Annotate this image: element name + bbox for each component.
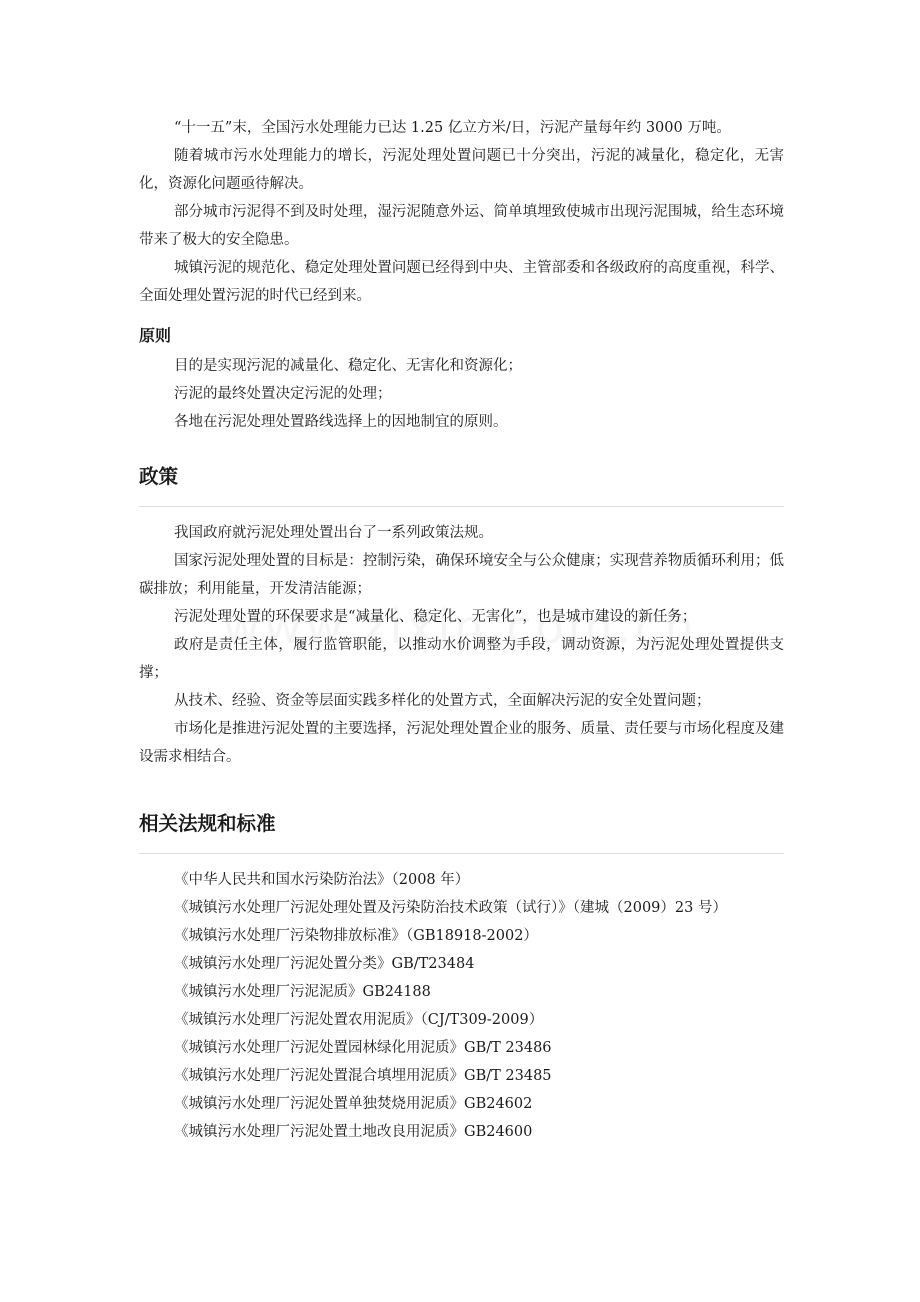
law-item: 《中华人民共和国水污染防治法》（2008 年） (174, 872, 470, 888)
policy-paragraph: 政府是责任主体，履行监管职能，以推动水价调整为手段，调动资源，为污泥处理处置提供支撑； (139, 637, 784, 681)
intro-section (139, 114, 784, 310)
law-item: 《城镇污水处理厂污染物排放标准》（GB18918-2002） (174, 928, 538, 944)
law-item: 《城镇污水处理厂污泥处置土地改良用泥质》GB24600 (174, 1124, 533, 1140)
principles-heading: 原则 (139, 326, 172, 345)
policy-paragraph: 从技术、经验、资金等层面实践多样化的处置方式，全面解决污泥的安全处置问题； (174, 693, 711, 709)
policy-paragraph: 市场化是推进污泥处置的主要选择，污泥处理处置企业的服务、质量、责任要与市场化程度及建设需求相结合。 (139, 721, 784, 765)
principle-item: 污泥的最终处置决定污泥的处理； (174, 386, 392, 402)
intro-paragraph: 部分城市污泥得不到及时处理，湿污泥随意外运、简单填埋致使城市出现污泥围城，给生态环境带来了极大的安全隐患。 (139, 204, 784, 248)
law-item: 《城镇污水处理厂污泥处理处置及污染防治技术政策（试行）》（建城（2009）23 号） (174, 900, 727, 916)
policy-paragraph: 污泥处理处置的环保要求是“减量化、稳定化、无害化”，也是城市建设的新任务； (174, 609, 697, 625)
policy-heading: 政策 (139, 465, 179, 488)
section-divider (139, 853, 784, 854)
intro-paragraph: “十一五”末，全国污水处理能力已达 1.25 亿立方米/日，污泥产量每年约 3000 万吨。 (174, 120, 731, 136)
document-page (139, 114, 784, 1146)
law-item: 《城镇污水处理厂污泥处置园林绿化用泥质》GB/T 23486 (174, 1040, 552, 1056)
principles-section (139, 322, 784, 436)
law-item: 《城镇污水处理厂污泥处置单独焚烧用泥质》GB24602 (174, 1096, 533, 1112)
law-item: 《城镇污水处理厂污泥处置农用泥质》（CJ/T309-2009） (174, 1012, 544, 1028)
laws-heading: 相关法规和标准 (139, 812, 276, 835)
intro-paragraph: 随着城市污水处理能力的增长，污泥处理处置问题已十分突出，污泥的减量化，稳定化，无害化，资源化问题亟待解决。 (139, 148, 784, 192)
law-item: 《城镇污水处理厂污泥处置分类》GB/T23484 (174, 956, 475, 972)
laws-section (139, 809, 784, 1146)
section-divider (139, 506, 784, 507)
law-item: 《城镇污水处理厂污泥处置混合填埋用泥质》GB/T 23485 (174, 1068, 552, 1084)
intro-paragraph: 城镇污泥的规范化、稳定处理处置问题已经得到中央、主管部委和各级政府的高度重视，科学、全面处理处置污泥的时代已经到来。 (139, 260, 784, 304)
law-item: 《城镇污水处理厂污泥泥质》GB24188 (174, 984, 431, 1000)
policy-section (139, 462, 784, 771)
policy-paragraph: 国家污泥处理处置的目标是：控制污染，确保环境安全与公众健康；实现营养物质循环利用；低碳排放；利用能量，开发清洁能源； (139, 553, 784, 597)
policy-paragraph: 我国政府就污泥处理处置出台了一系列政策法规。 (174, 525, 493, 541)
principle-item: 各地在污泥处理处置路线选择上的因地制宜的原则。 (174, 414, 508, 430)
principle-item: 目的是实现污泥的减量化、稳定化、无害化和资源化； (174, 358, 522, 374)
